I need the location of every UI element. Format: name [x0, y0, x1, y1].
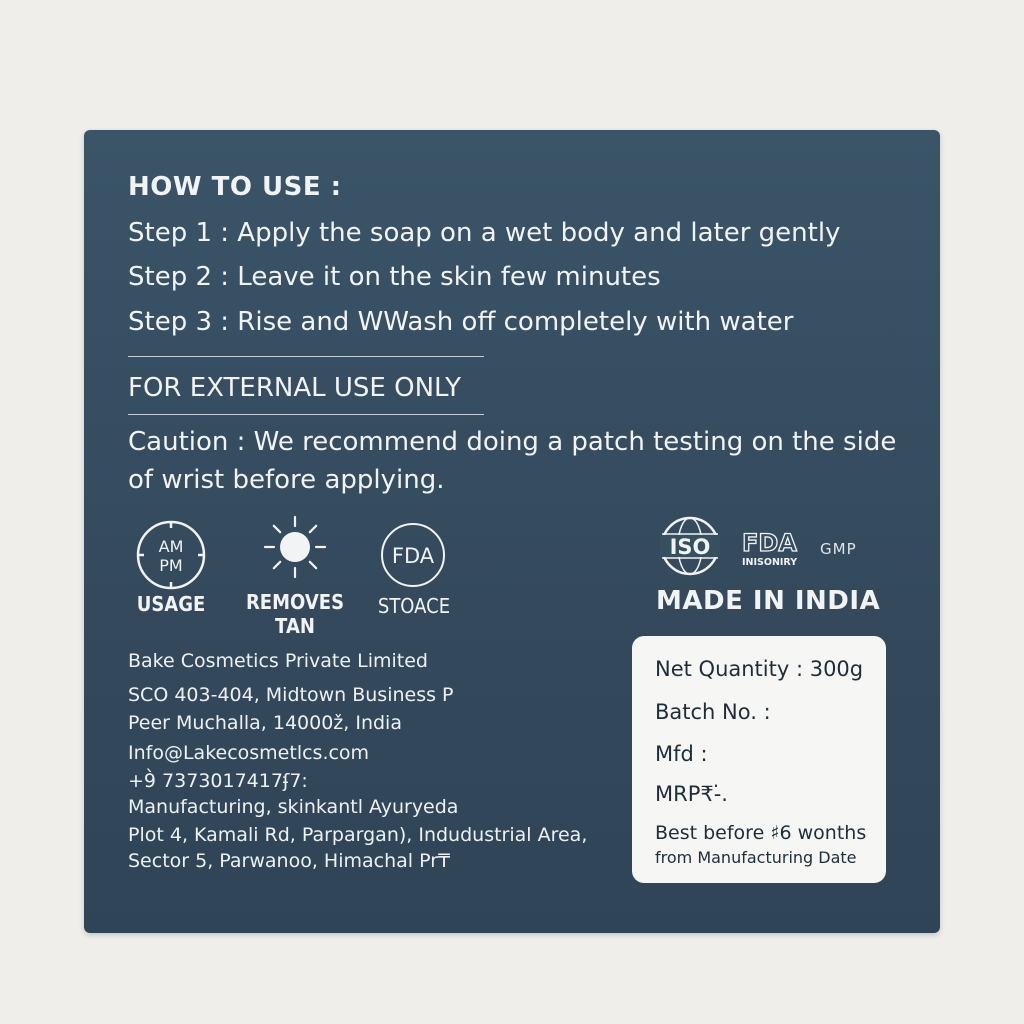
manufacturer-line: Manufacturing, skinkantl Ayuryeda	[128, 796, 459, 818]
fda-badge-icon	[380, 522, 446, 588]
divider-bottom	[128, 414, 484, 415]
gmp-text: GMP	[820, 540, 857, 558]
removes-tan-line-2: TAN	[275, 614, 315, 638]
mfd-date: Mfd :	[655, 742, 708, 766]
net-quantity: Net Quantity : 300g	[655, 657, 864, 681]
iso-text: ISO	[669, 535, 711, 559]
batch-number: Batch No. :	[655, 700, 771, 724]
iso-logo-icon	[658, 514, 722, 578]
pm-text: PM	[159, 556, 183, 575]
fda-logo-text: FDA	[742, 529, 797, 557]
external-use-notice: FOR EXTERNAL USE ONLY	[128, 373, 461, 403]
address-line-2: Peer Muchalla, 14000ž, India	[128, 712, 402, 734]
removes-tan-label	[246, 590, 345, 638]
am-text: AM	[158, 537, 184, 556]
step-2: Step 2 : Leave it on the skin few minutes	[128, 262, 661, 292]
mrp-price: MRP₹-̇.	[655, 782, 728, 806]
manufacturer-address-1: Plot 4, Kamali Rd, Parpargan), Indudustrial Area,	[128, 824, 588, 846]
sun-icon	[262, 514, 328, 580]
step-3: Step 3 : Rise and WWash off completely with water	[128, 307, 794, 337]
email-text: Info@Lakecosmetlcs.com	[128, 742, 370, 764]
divider-top	[128, 356, 484, 357]
company-name: Bake Cosmetics Private Limited	[128, 650, 428, 672]
made-in-india: MADE IN INDIA	[656, 586, 881, 616]
best-before: Best before ♯6 wonths	[655, 822, 867, 844]
stoace-label: STOACE	[377, 594, 451, 618]
caution-text: Caution : We recommend doing a patch testing on the side of wrist before applying.	[128, 427, 897, 495]
how-to-use-heading: HOW TO USE :	[128, 172, 342, 202]
fda-logo-icon	[740, 524, 806, 570]
manufacturer-address-2: Sector 5, Parwanoo, Himachal Pr₸	[128, 850, 451, 872]
removes-tan-line-1: REMOVES	[245, 590, 345, 614]
usage-label: USAGE	[136, 592, 206, 616]
phone-text: +9̀ 7373017417ʄ7:	[128, 770, 308, 792]
step-1: Step 1 : Apply the soap on a wet body and later gently	[128, 218, 841, 248]
product-label-panel	[84, 130, 940, 933]
from-manufacturing-date: from Manufacturing Date	[655, 848, 857, 867]
product-info-card	[632, 636, 886, 883]
clock-icon	[134, 518, 208, 592]
fda-sub-text: INISONIRY	[742, 557, 798, 568]
address-line-1: SCO 403-404, Midtown Business P	[128, 684, 454, 706]
fda-badge-text: FDA	[391, 544, 435, 568]
